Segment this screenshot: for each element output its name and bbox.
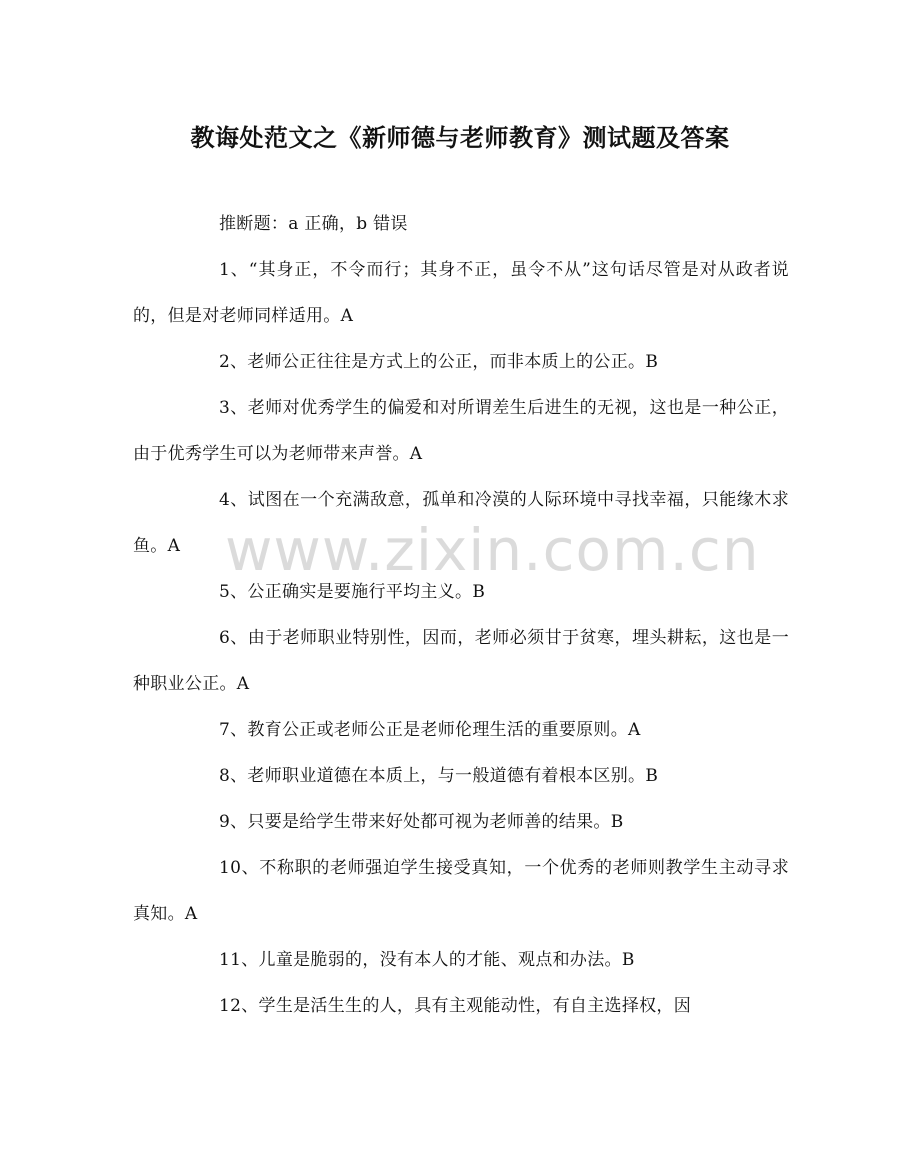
question-3: 3、老师对优秀学生的偏爱和对所谓差生后进生的无视，这也是一种公正，由于优秀学生可以为老师带来声誉。A [133,398,789,464]
intro-paragraph: 推断题：a 正确，b 错误 [219,214,408,234]
question-5: 5、公正确实是要施行平均主义。B [219,582,486,602]
question-1: 1、“其身正，不令而行；其身不正，虽令不从”这句话尽管是对从政者说的，但是对老师同样适用。A [133,260,789,326]
question-9: 9、只要是给学生带来好处都可视为老师善的结果。B [219,812,624,832]
question-6: 6、由于老师职业特别性，因而，老师必须甘于贫寒，埋头耕耘，这也是一种职业公正。A [133,628,789,694]
question-4: 4、试图在一个充满敌意，孤单和冷漠的人际环境中寻找幸福，只能缘木求鱼。A [133,490,789,556]
watermark-text: www.zixin.com.cn [225,516,760,584]
question-8: 8、老师职业道德在本质上，与一般道德有着根本区别。B [219,766,659,786]
question-12: 12、学生是活生生的人，具有主观能动性，有自主选择权，因 [219,996,692,1016]
document-title: 教诲处范文之《新师德与老师教育》测试题及答案 [190,123,730,152]
question-7: 7、教育公正或老师公正是老师伦理生活的重要原则。A [219,720,641,740]
question-2: 2、老师公正往往是方式上的公正，而非本质上的公正。B [219,352,659,372]
question-11: 11、儿童是脆弱的，没有本人的才能、观点和办法。B [219,950,635,970]
question-10: 10、不称职的老师强迫学生接受真知，一个优秀的老师则教学生主动寻求真知。A [133,858,789,924]
document-body [133,201,789,1029]
